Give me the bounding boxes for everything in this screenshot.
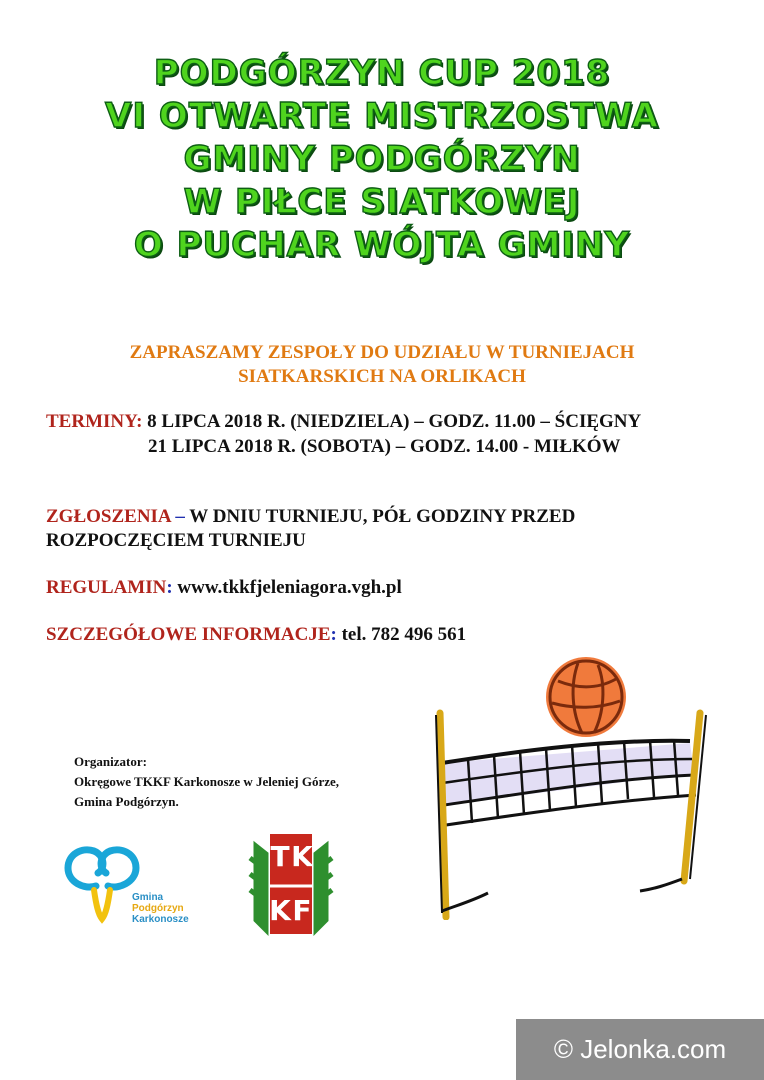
- tkkf-letter-f: F: [292, 894, 312, 927]
- invite-line-1: ZAPRASZAMY ZESPOŁY DO UDZIAŁU W TURNIEJACH: [129, 342, 635, 363]
- terms-line-2: [148, 435, 621, 459]
- registration-label: ZGŁOSZENIA: [46, 506, 171, 527]
- net-icon: [436, 713, 706, 917]
- title-line-4: W PIŁCE SIATKOWEJ: [183, 182, 581, 222]
- rules-line: [46, 576, 402, 600]
- goat-horns-icon: [68, 850, 136, 919]
- organizer-heading: Organizator:: [74, 754, 147, 769]
- left-branch-icon: [250, 846, 266, 930]
- gmina-logo-word-1: Gmina: [132, 892, 164, 903]
- rules-url[interactable]: www.tkkfjeleniagora.vgh.pl: [177, 577, 402, 598]
- gmina-logo-word-2: Podgórzyn: [132, 903, 184, 914]
- title-line-2: VI OTWARTE MISTRZOSTWA: [105, 96, 659, 136]
- registration-text-2: ROZPOCZĘCIEM TURNIEJU: [46, 530, 306, 551]
- info-label: SZCZEGÓŁOWE INFORMACJE: [46, 624, 331, 645]
- volleyball-icon: [546, 657, 626, 737]
- tkkf-logo: [248, 828, 334, 938]
- watermark: © Jelonka.com: [516, 1019, 764, 1080]
- info-line: [46, 623, 466, 647]
- organizer-line-2: Gmina Podgórzyn.: [74, 794, 179, 809]
- registration-dash: –: [175, 506, 185, 527]
- registration-line-2: [46, 529, 306, 553]
- organizer-block: [74, 752, 339, 812]
- terms-date-2: 21 LIPCA 2018 R. (SOBOTA) – GODZ. 14.00 - MIŁKÓW: [148, 436, 621, 457]
- poster-title: [0, 52, 764, 267]
- gmina-logo-word-3: Karkonosze: [132, 914, 189, 925]
- title-line-5: O PUCHAR WÓJTA GMINY: [133, 225, 631, 265]
- tkkf-letter-k1: K: [291, 840, 313, 873]
- terms-date-1: 8 LIPCA 2018 R. (NIEDZIELA) – GODZ. 11.00 – ŚCIĘGNY: [147, 411, 642, 432]
- info-phone: tel. 782 496 561: [341, 624, 467, 645]
- title-line-1: PODGÓRZYN CUP 2018: [153, 53, 611, 93]
- invitation-text: [0, 341, 764, 389]
- organizer-line-1: Okręgowe TKKF Karkonosze w Jeleniej Górze,: [74, 774, 340, 789]
- info-colon: :: [330, 624, 337, 645]
- rules-label: REGULAMIN: [46, 577, 167, 598]
- volleyball-net-illustration: [428, 655, 718, 920]
- invite-line-2: SIATKARSKICH NA ORLIKACH: [238, 366, 526, 387]
- title-line-3: GMINY PODGÓRZYN: [183, 139, 581, 179]
- rules-colon: :: [166, 577, 173, 598]
- tkkf-letter-k2: K: [269, 894, 291, 927]
- tkkf-letter-t: T: [270, 840, 290, 873]
- registration-text-1: W DNIU TURNIEJU, PÓŁ GODZINY PRZED: [189, 506, 576, 527]
- right-branch-icon: [316, 846, 332, 930]
- terms-label: TERMINY:: [46, 411, 143, 432]
- terms-line-1: [46, 410, 641, 434]
- registration-line-1: [46, 505, 575, 529]
- gmina-podgorzyn-logo: [62, 842, 202, 927]
